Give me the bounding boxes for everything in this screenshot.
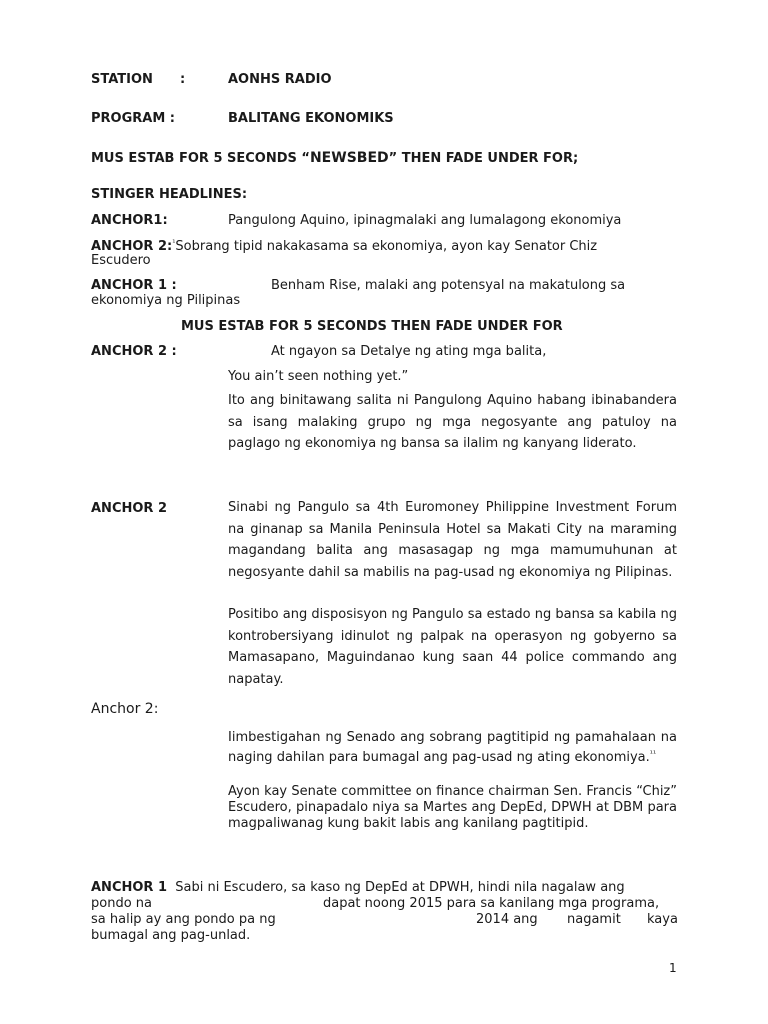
headline-3-line1: Benham Rise, malaki ang potensyal na makatulong sa (271, 278, 626, 293)
headline-3-label: ANCHOR 1 : (91, 278, 177, 293)
anchor2-senate-para2: Ayon kay Senate committee on finance chairman Sen. Francis “Chiz” Escudero, pinapadalo niya sa Martes ang DepEd, DPWH at DBM para magpaliwanag kung bakit labis ang kanilang pagtitipid. (228, 784, 677, 831)
station-label: STATION (91, 72, 153, 87)
anchor1-story-line4: bumagal ang pag-unlad. (91, 928, 251, 943)
mus-estab-newsbed: NEWSBED (309, 150, 389, 166)
program-label: PROGRAM : (91, 111, 175, 126)
detail-quote: You ain’t seen nothing yet.” (228, 369, 409, 384)
headline-1-label: ANCHOR1: (91, 213, 168, 228)
mus-estab-line-1 (91, 150, 578, 166)
anchor1-story-text1: Sabi ni Escudero, sa kaso ng DepEd at DPWH, hindi nila nagalaw ang (175, 880, 625, 895)
detail-anchor-label: ANCHOR 2 : (91, 344, 177, 359)
station-value: AONHS RADIO (228, 72, 332, 87)
mus-estab-suffix: ” THEN FADE UNDER FOR; (388, 151, 579, 166)
headline-2-line2: Escudero (91, 253, 151, 268)
anchor1-story-line3c: nagamit (567, 912, 621, 927)
anchor1-story-line1 (91, 880, 625, 895)
anchor1-story-line3b: 2014 ang (476, 912, 538, 927)
anchor2-story-para1: Sinabi ng Pangulo sa 4th Euromoney Philippine Investment Forum na ginanap sa Manila Peninsula Hotel sa Makati City na maraming magandang balita ang masasagap ng mga mamumuhunan at negosyante dahil sa mabilis na pag-usad ng ekonomiya ng Pilipinas. (228, 500, 677, 580)
headline-1-text: Pangulong Aquino, ipinagmalaki ang lumalagong ekonomiya (228, 213, 622, 228)
anchor1-story-line3a: sa halip ay ang pondo pa ng (91, 912, 276, 927)
program-value: BALITANG EKONOMIKS (228, 111, 394, 126)
mus-estab-line-2: MUS ESTAB FOR 5 SECONDS THEN FADE UNDER FOR (181, 319, 563, 334)
endnote-marker-2: ¹¹ (649, 749, 657, 758)
detail-paragraph: Ito ang binitawang salita ni Pangulong Aquino habang ibinabandera sa isang malaking grupo ng mga negosyante ang patuloy na paglago ng ekonomiya ng bansa sa ilalim ng kanyang liderato. (228, 393, 677, 451)
page-number: 1 (669, 961, 677, 975)
anchor2-story-label: ANCHOR 2 (91, 501, 167, 516)
mus-estab-prefix: MUS ESTAB FOR 5 SECONDS “ (91, 151, 310, 166)
anchor2-senate-label: Anchor 2: (91, 701, 159, 717)
anchor2-story-para2: Positibo ang disposisyon ng Pangulo sa estado ng bansa sa kabila ng kontrobersiyang idinulot ng palpak na operasyon ng gobyerno sa Mamasapano, Maguindanao kung saan 44 police commando ang napatay. (228, 607, 677, 687)
anchor1-story-line2a: pondo na (91, 896, 152, 911)
anchor1-story-line2b: dapat noong 2015 para sa kanilang mga programa, (323, 896, 660, 911)
headline-2-text-1: Sobrang tipid nakakasama sa ekonomiya, ayon kay Senator Chiz (175, 239, 598, 254)
anchor2-senate-para1-text: Iimbestigahan ng Senado ang sobrang pagtitipid ng pamahalaan na naging dahilan para bumagal ang pag-usad ng ating ekonomiya. (228, 730, 677, 765)
anchor1-story-label: ANCHOR 1 (91, 880, 167, 895)
detail-intro: At ngayon sa Detalye ng ating mga balita, (271, 344, 547, 359)
headline-2-line1 (91, 238, 597, 254)
endnote-marker: ¹ (172, 238, 176, 247)
anchor1-story-line3d: kaya (647, 912, 678, 927)
headline-3-line2: ekonomiya ng Pilipinas (91, 293, 241, 308)
anchor2-senate-para1 (228, 730, 677, 766)
stinger-headlines: STINGER HEADLINES: (91, 187, 248, 202)
headline-2-label: ANCHOR 2: (91, 239, 173, 254)
station-colon: : (180, 72, 186, 87)
